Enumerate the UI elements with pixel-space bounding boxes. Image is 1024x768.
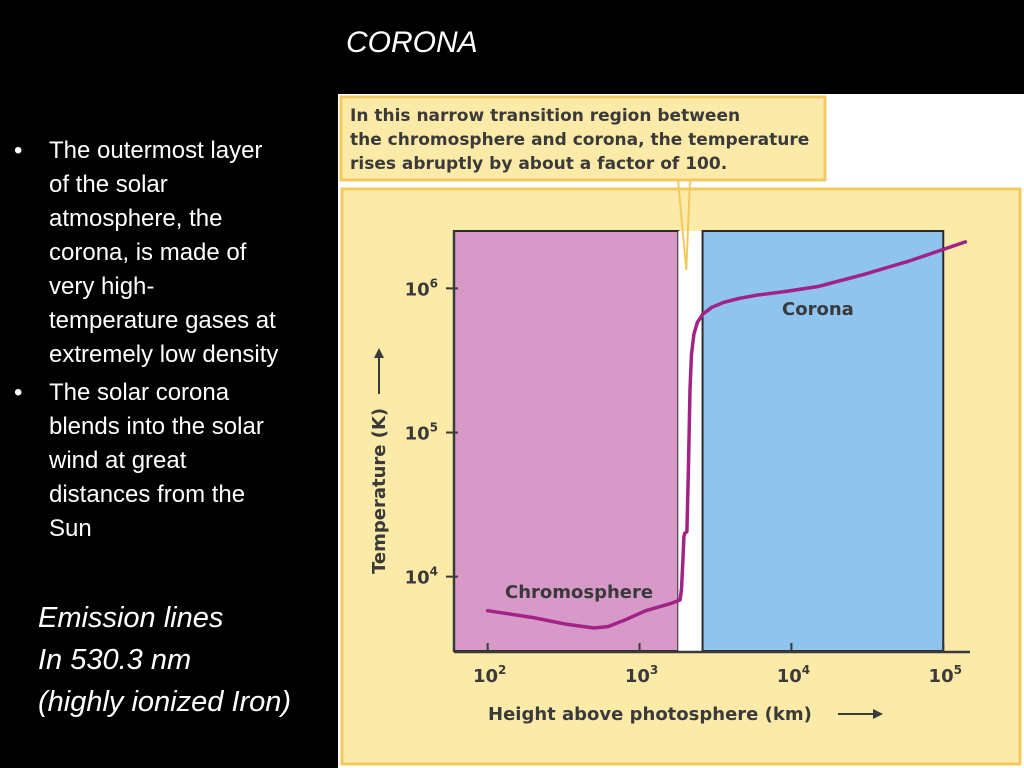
x-tick-label: $10^3$ <box>624 663 659 687</box>
temperature-chart-svg <box>338 94 1024 768</box>
x-axis-label: Height above photosphere (km) <box>488 704 812 725</box>
x-tick-label: $10^2$ <box>472 663 507 687</box>
emission-note-line: In 530.3 nm <box>38 644 192 676</box>
y-tick-label: $10^5$ <box>404 420 438 445</box>
callout-line: the chromosphere and corona, the temperature <box>350 130 810 150</box>
bullet-item <box>12 376 332 546</box>
bullet-dot: • <box>14 379 23 406</box>
bullet-line: extremely low density <box>49 341 279 368</box>
bullet-line: very high- <box>49 273 155 300</box>
y-axis-label: Temperature (K) <box>369 407 390 574</box>
x-tick-label: $10^4$ <box>776 663 811 687</box>
slide-title: CORONA <box>346 26 478 59</box>
temperature-figure <box>338 94 1024 768</box>
callout-line: rises abruptly by about a factor of 100. <box>350 154 728 174</box>
bullet-line: distances from the <box>49 481 246 508</box>
bullet-line: of the solar <box>49 171 168 198</box>
bullet-line: atmosphere, the <box>49 205 223 232</box>
bullet-item <box>12 134 332 372</box>
bullet-line: The solar corona <box>49 379 230 406</box>
emission-note-line: (highly ionized Iron) <box>38 686 292 718</box>
corona-region <box>703 231 944 651</box>
bullet-dot: • <box>14 137 23 164</box>
bullet-line: wind at great <box>49 447 187 474</box>
bullet-line: The outermost layer <box>49 137 263 164</box>
chromosphere-label: Chromosphere <box>505 582 654 603</box>
x-tick-label: $10^5$ <box>928 663 962 687</box>
bullet-line: corona, is made of <box>49 239 247 266</box>
emission-note-line: Emission lines <box>38 602 224 634</box>
y-tick-label: $10^4$ <box>404 564 438 589</box>
callout-line: In this narrow transition region between <box>350 106 741 126</box>
emission-note <box>38 597 291 723</box>
corona-label: Corona <box>782 299 854 320</box>
bullet-list <box>12 134 332 550</box>
bullet-line: temperature gases at <box>49 307 276 334</box>
bullet-line: Sun <box>49 515 92 542</box>
bullet-line: blends into the solar <box>49 413 264 440</box>
y-tick-label: $10^6$ <box>404 276 438 301</box>
